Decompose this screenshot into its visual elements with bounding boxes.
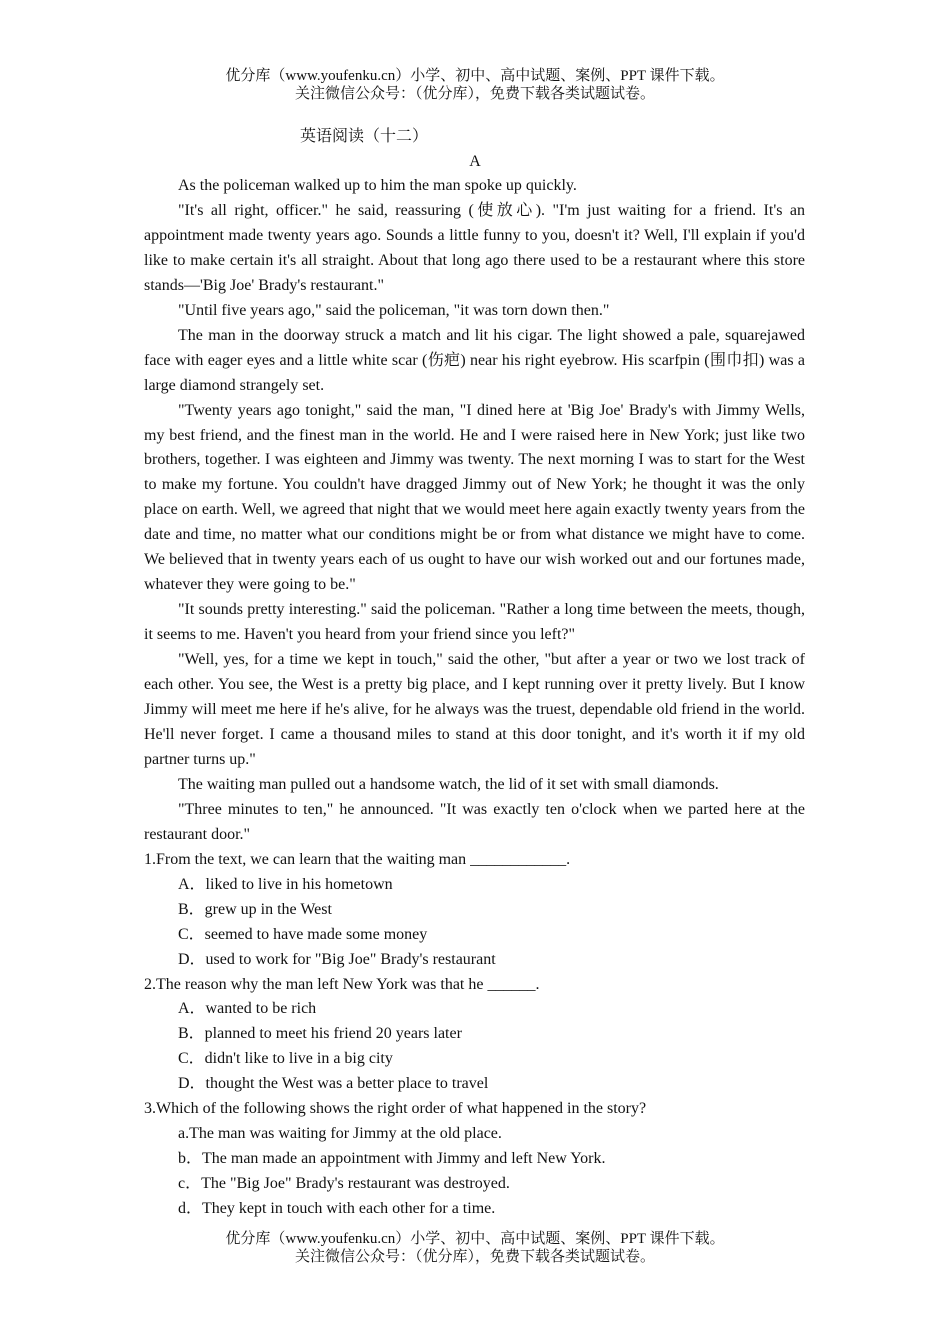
- header-line-1: 优分库（www.youfenku.cn）小学、初中、高中试题、案例、PPT 课件下载。: [225, 68, 725, 84]
- paragraph: "Twenty years ago tonight," said the man, "I dined here at 'Big Joe' Brady's with Jimmy Wells, my best friend, and the finest man in the world. He and I were raised here in New York; just like two brothers, together. I was eighteen and Jimmy was twenty. The next morning I was to start for the West to make my fortune. You couldn't have dragged Jimmy out of New York; he thought it was the only place on earth. Well, we agreed that night that we would meet here again exactly twenty years from the date and time, no matter what our conditions might be or from what distance we might have to come. We believed that in twenty years each of us ought to have our wish worked out and our fortunes made, whatever they were going to be.": [144, 401, 805, 594]
- question-3-item-c: c．The "Big Joe" Brady's restaurant was destroyed.: [178, 1175, 510, 1193]
- question-1-option-c: C．seemed to have made some money: [178, 925, 428, 943]
- footer-line-1: 优分库（www.youfenku.cn）小学、初中、高中试题、案例、PPT 课件下载。: [225, 1231, 725, 1247]
- paragraph: "It sounds pretty interesting." said the policeman. "Rather a long time between the meets, though, it seems to me. Haven't you heard from your friend since you left?": [144, 601, 805, 644]
- question-2-option-d: D．thought the West was a better place to travel: [178, 1075, 489, 1093]
- question-1-option-b: B．grew up in the West: [178, 900, 332, 918]
- paragraph: "Well, yes, for a time we kept in touch," said the other, "but after a year or two we lost track of each other. You see, the West is a pretty big place, and I kept running over it pretty lively. But I know Jimmy will meet me here if he's alive, for he always was the truest, dependable old friend in the world. He'll never forget. I came a thousand miles to stand at this door tonight, and it's worth it if my old partner turns up.": [144, 651, 805, 768]
- question-3-item-b: b．The man made an appointment with Jimmy and left New York.: [178, 1150, 606, 1168]
- article-body: [144, 174, 805, 1222]
- paragraph: "Three minutes to ten," he announced. "It was exactly ten o'clock when we parted here at the restaurant door.": [144, 800, 805, 843]
- question-3-item-d: d．They kept in touch with each other for a time.: [178, 1200, 496, 1218]
- question-3: 3.Which of the following shows the right order of what happened in the story?: [144, 1100, 647, 1118]
- paragraph: The waiting man pulled out a handsome watch, the lid of it set with small diamonds.: [178, 775, 719, 793]
- paragraph: "It's all right, officer." he said, reassuring (使放心). "I'm just waiting for a friend. It's an appointment made twenty years ago. Sounds a little funny to you, doesn't it? Well, I'll explain if you'd like to make certain it's all straight. About that long ago there used to be a restaurant where this store stands—'Big Joe' Brady's restaurant.": [144, 201, 805, 294]
- question-3-item-a: a.The man was waiting for Jimmy at the old place.: [178, 1125, 502, 1143]
- page-footer: [0, 1230, 950, 1266]
- section-label: A: [469, 153, 481, 170]
- page-title: 英语阅读（十二）: [300, 128, 429, 145]
- question-1: 1.From the text, we can learn that the waiting man ____________.: [144, 850, 571, 868]
- page-header: [0, 67, 950, 103]
- question-2: 2.The reason why the man left New York was that he ______.: [144, 975, 540, 993]
- paragraph: The man in the doorway struck a match and lit his cigar. The light showed a pale, squarejawed face with eager eyes and a little white scar (伤疤) near his right eyebrow. His scarfpin (围巾扣) was a large diamond strangely set.: [144, 326, 805, 394]
- paragraph: "Until five years ago," said the policeman, "it was torn down then.": [178, 301, 610, 319]
- header-line-2: 关注微信公众号：（优分库），免费下载各类试题试卷。: [294, 86, 655, 102]
- question-2-option-c: C．didn't like to live in a big city: [178, 1050, 393, 1068]
- question-2-option-b: B．planned to meet his friend 20 years later: [178, 1025, 462, 1043]
- paragraph: As the policeman walked up to him the man spoke up quickly.: [178, 177, 577, 194]
- question-1-option-a: A．liked to live in his hometown: [178, 875, 393, 893]
- footer-line-2: 关注微信公众号：（优分库），免费下载各类试题试卷。: [294, 1249, 655, 1265]
- question-2-option-a: A．wanted to be rich: [178, 1000, 317, 1018]
- question-1-option-d: D．used to work for "Big Joe" Brady's restaurant: [178, 950, 496, 968]
